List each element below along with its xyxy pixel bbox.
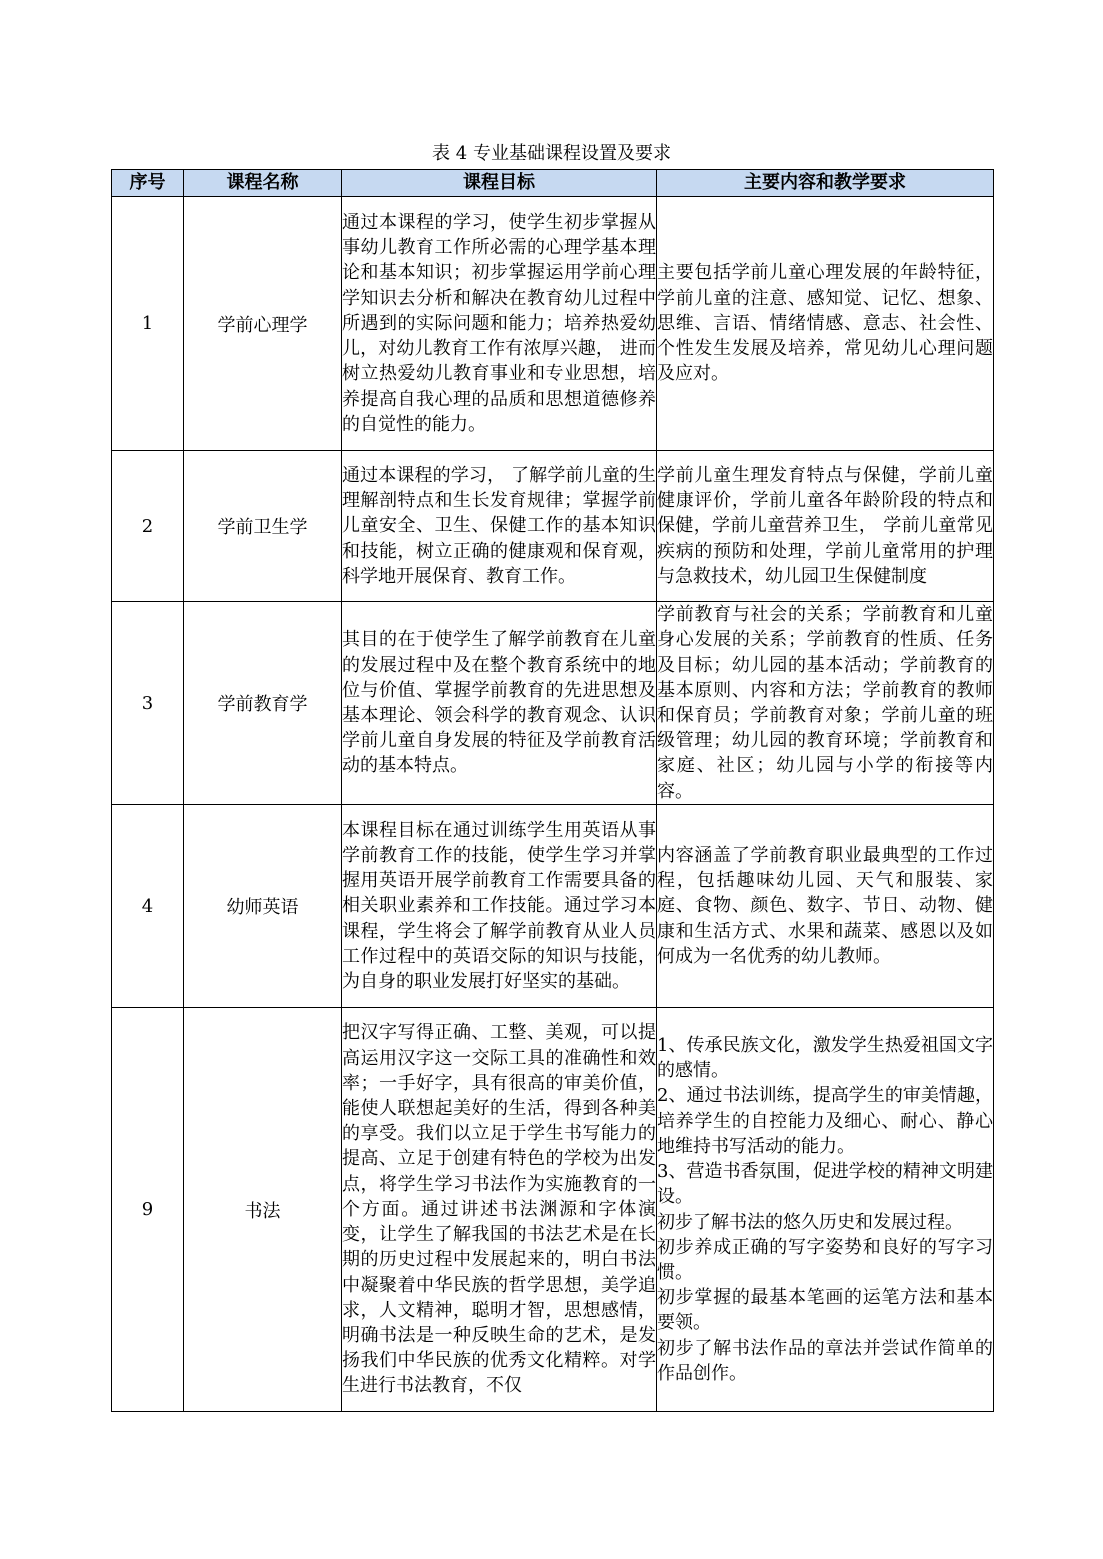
- header-course-name: 课程名称: [184, 170, 342, 197]
- course-content: [657, 602, 994, 805]
- content-line: 主要包括学前儿童心理发展的年龄特征， 学前儿童的注意、感知觉、记忆、想象、思维、言语、情绪情感、意志、社会性、个性发生发展及培养，常见幼儿心理问题及应对。: [657, 262, 993, 385]
- table-row: [112, 451, 994, 602]
- table-row: [112, 805, 994, 1008]
- row-num: 1: [112, 197, 184, 451]
- row-num: 3: [112, 602, 184, 805]
- content-line: 初步了解书法作品的章法并尝试作简单的作品创作。: [657, 1337, 993, 1384]
- row-num: 2: [112, 451, 184, 602]
- header-course-goal: 课程目标: [342, 170, 657, 197]
- content-line: 初步了解书法的悠久历史和发展过程。: [657, 1211, 963, 1233]
- course-name: 学前卫生学: [184, 451, 342, 602]
- course-goal: 本课程目标在通过训练学生用英语从事学前教育工作的技能，使学生学习并掌握用英语开展学前教育工作需要具备的相关职业素养和工作技能。通过学习本课程，学生将会了解学前教育从业人员工作过程中的英语交际的知识与技能，为自身的职业发展打好坚实的基础。: [342, 805, 657, 1008]
- content-line: 初步养成正确的写字姿势和良好的写字习惯。: [657, 1236, 993, 1283]
- course-content: [657, 451, 994, 602]
- content-line: 学前儿童生理发育特点与保健，学前儿童健康评价，学前儿童各年龄阶段的特点和保健，学前儿童营养卫生， 学前儿童常见疾病的预防和处理，学前儿童常用的护理与急救技术，幼儿园卫生保健制度: [657, 464, 993, 587]
- course-goal: 通过本课程的学习， 了解学前儿童的生理解剖特点和生长发育规律；掌握学前儿童安全、卫生、保健工作的基本知识和技能，树立正确的健康观和保育观，科学地开展保育、教育工作。: [342, 451, 657, 602]
- course-goal: 其目的在于使学生了解学前教育在儿童的发展过程中及在整个教育系统中的地位与价值、掌握学前教育的先进思想及基本理论、领会科学的教育观念、认识学前儿童自身发展的特征及学前教育活动的基本特点。: [342, 602, 657, 805]
- content-line: 学前教育与社会的关系；学前教育和儿童身心发展的关系；学前教育的性质、任务及目标；幼儿园的基本活动；学前教育的基本原则、内容和方法；学前教育的教师和保育员；学前教育对象；学前儿童的班级管理；幼儿园的教育环境；学前教育和家庭、社区；幼儿园与小学的衔接等内容。: [657, 604, 993, 802]
- table-row: [112, 602, 994, 805]
- course-content: [657, 805, 994, 1008]
- course-goal: 通过本课程的学习，使学生初步掌握从事幼儿教育工作所必需的心理学基本理论和基本知识；初步掌握运用学前心理学知识去分析和解决在教育幼儿过程中所遇到的实际问题和能力；培养热爱幼儿，对幼儿教育工作有浓厚兴趣， 进而树立热爱幼儿教育事业和专业思想，培养提高自我心理的品质和思想道德修养的自觉性的能力。: [342, 197, 657, 451]
- table-caption: 表 4 专业基础课程设置及要求: [432, 143, 671, 164]
- course-name: 书法: [184, 1008, 342, 1412]
- content-line: 2、通过书法训练，提高学生的审美情趣，培养学生的自控能力及细心、耐心、静心地维持书写活动的能力。: [657, 1085, 993, 1157]
- table-row: [112, 197, 994, 451]
- content-line: 1、传承民族文化，激发学生热爱祖国文字的感情。: [657, 1035, 993, 1082]
- course-name: 学前教育学: [184, 602, 342, 805]
- header-num: 序号: [112, 170, 184, 197]
- course-name: 幼师英语: [184, 805, 342, 1008]
- table-row: [112, 1008, 994, 1412]
- course-content: [657, 197, 994, 451]
- course-table: [111, 169, 994, 1412]
- course-content: [657, 1008, 994, 1412]
- header-content-requirements: 主要内容和教学要求: [657, 170, 994, 197]
- row-num: 9: [112, 1008, 184, 1412]
- course-name: 学前心理学: [184, 197, 342, 451]
- table-header-row: [112, 170, 994, 197]
- row-num: 4: [112, 805, 184, 1008]
- content-line: 初步掌握的最基本笔画的运笔方法和基本要领。: [657, 1287, 993, 1334]
- content-line: 3、营造书香氛围，促进学校的精神文明建设。: [657, 1161, 993, 1208]
- course-goal: 把汉字写得正确、工整、美观，可以提高运用汉字这一交际工具的准确性和效率；一手好字，具有很高的审美价值，能使人联想起美好的生活，得到各种美的享受。我们以立足于学生书写能力的提高、立足于创建有特色的学校为出发点，将学生学习书法作为实施教育的一个方面。通过讲述书法渊源和字体演变，让学生了解我国的书法艺术是在长期的历史过程中发展起来的，明白书法中凝聚着中华民族的哲学思想，美学追求，人文精神，聪明才智，思想感情，明确书法是一种反映生命的艺术，是发扬我们中华民族的优秀文化精粹。对学生进行书法教育，不仅: [342, 1008, 657, 1412]
- content-line: 内容涵盖了学前教育职业最典型的工作过程，包括趣味幼儿园、天气和服装、家庭、食物、颜色、数字、节日、动物、健康和生活方式、水果和蔬菜、感恩以及如何成为一名优秀的幼儿教师。: [657, 844, 993, 967]
